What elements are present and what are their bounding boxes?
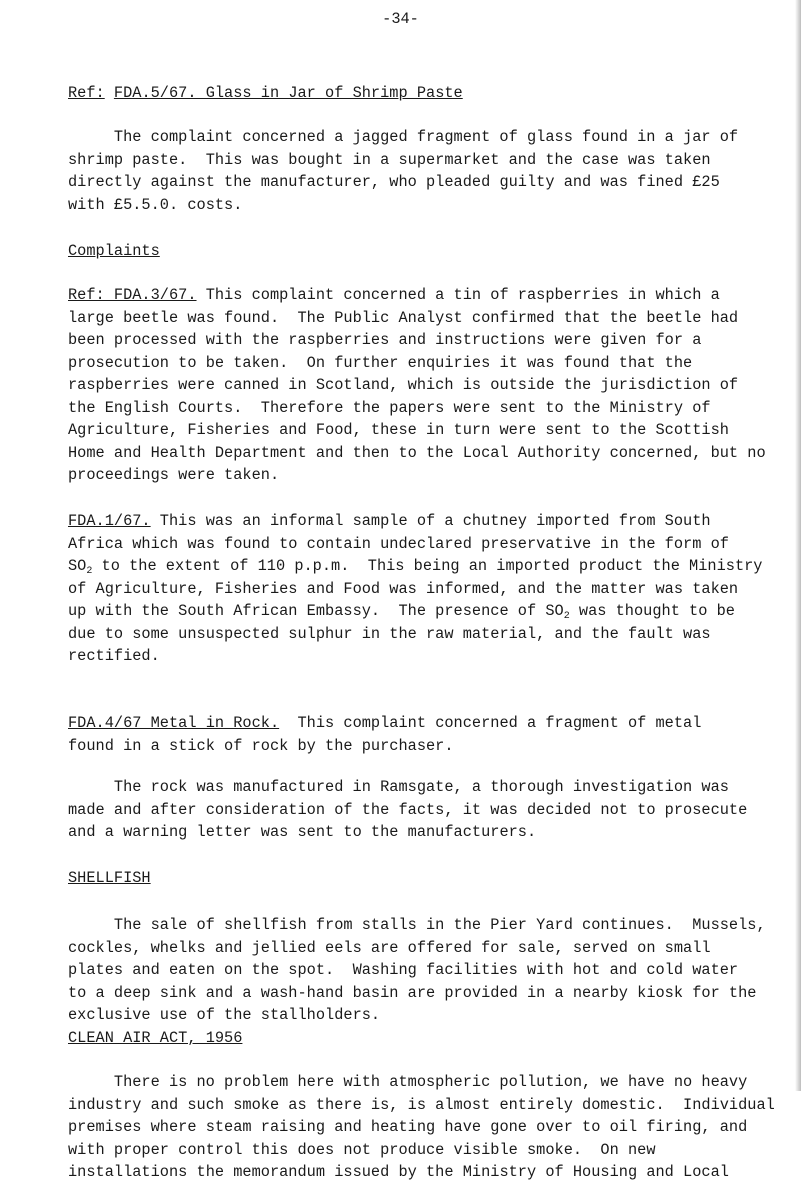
rock-text: This complaint concerned a fragment of metal found in a stick of rock by the purchaser. [68, 714, 702, 755]
shrimp-ref-title: FDA.5/67. Glass in Jar of Shrimp Paste [113, 84, 463, 102]
page-edge-shadow [795, 0, 801, 1091]
so2-subscript-2: 2 [563, 611, 570, 622]
raspberry-ref: Ref: FDA.3/67. [68, 286, 197, 304]
chutney-ref: FDA.1/67. [68, 512, 151, 530]
rock-ref: FDA.4/67 Metal in Rock. [68, 714, 280, 732]
complaints-heading: Complaints [68, 242, 160, 260]
chutney-text-1: This was an informal sample of a chutney imported from South Africa which was found to contain undeclared preservative in the form of SO [68, 512, 729, 575]
rock-complaint [68, 712, 784, 757]
ref-label: Ref: [68, 84, 105, 102]
clean-air-heading: CLEAN AIR ACT, 1956 [68, 1029, 243, 1047]
shellfish-paragraph: The sale of shellfish from stalls in the Pier Yard continues. Mussels, cockles, whelks and jellied eels are offered for sale, served on small plates and eaten on the spot. Washing facilities with hot and cold water to a deep sink and a wash-hand basin are provided in a nearby kiosk for the exclusive use of the stallholders. [68, 916, 766, 1024]
chutney-complaint [68, 510, 784, 668]
clean-air-paragraph: There is no problem here with atmospheric pollution, we have no heavy industry and such smoke as there is, is almost entirely domestic. Individual premises where steam raising and heating have gone over to oil firing, and with proper control this does not produce visible smoke. On new installations the memorandum issued by the Ministry of Housing and Local [68, 1073, 775, 1181]
shellfish-heading: SHELLFISH [68, 869, 151, 887]
so2-subscript-1: 2 [86, 566, 93, 577]
shrimp-paragraph: The complaint concerned a jagged fragment of glass found in a jar of shrimp paste. This was bought in a supermarket and the case was taken directly against the manufacturer, who pleaded guilty and was fined £25 with £5.5.0. costs. [68, 128, 739, 214]
page-number: -34- [382, 10, 419, 28]
raspberry-text: This complaint concerned a tin of raspberries in which a large beetle was found. The Public Analyst confirmed that the beetle had been processed with the raspberries and instructions were given for a prosecution to be taken. On further enquiries it was found that the raspberries were canned in Scotland, which is outside the jurisdiction of the English Courts. Therefore the papers were sent to the Ministry of Agriculture, Fisheries and Food, these in turn were sent to the Scottish Home and Health Department and then to the Local Authority concerned, but no proceedings were taken. [68, 286, 766, 484]
rock-paragraph-2: The rock was manufactured in Ramsgate, a thorough investigation was made and after consideration of the facts, it was decided not to prosecute and a warning letter was sent to the manufacturers. [68, 778, 748, 841]
chutney-text-2: to the extent of 110 p.p.m. This being an imported product the Ministry of Agriculture, Fisheries and Food was informed, and the matter was taken up with the South African Embassy. The presence of SO [68, 557, 763, 620]
raspberry-complaint [68, 284, 784, 487]
chutney-text-3: was thought to be due to some unsuspected sulphur in the raw material, and the fault was rectified. [68, 602, 735, 665]
shrimp-ref-heading [68, 82, 784, 105]
